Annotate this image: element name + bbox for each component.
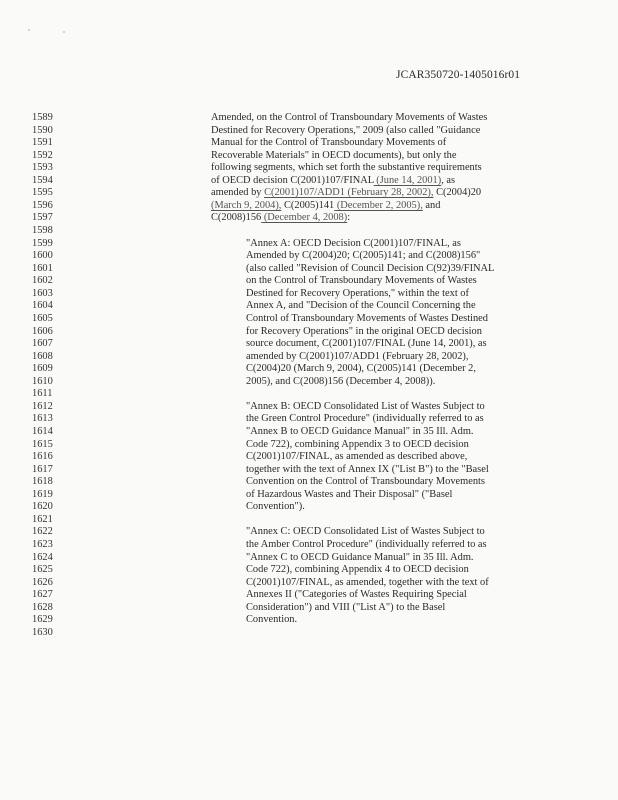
text-line bbox=[211, 212, 350, 224]
line-number: 1605 bbox=[32, 312, 53, 324]
text-segment: "Annex B: OECD Consolidated List of Wastes Subject to bbox=[246, 400, 485, 412]
line-number: 1619 bbox=[32, 488, 53, 500]
text-line bbox=[246, 614, 297, 626]
text-line bbox=[246, 501, 305, 513]
line-number: 1611 bbox=[32, 388, 53, 400]
text-line bbox=[246, 275, 477, 287]
line-number: 1608 bbox=[32, 350, 53, 362]
line-number: 1625 bbox=[32, 564, 53, 576]
line-number: 1604 bbox=[32, 300, 53, 312]
text-segment: following segments, which set forth the substantive requirements bbox=[211, 162, 482, 174]
line-number: 1614 bbox=[32, 426, 53, 437]
text-segment: "Annex B to OECD Guidance Manual" in 35 Ill. Adm. bbox=[246, 426, 474, 437]
line-number: 1624 bbox=[32, 551, 53, 563]
text-segment: for Recovery Operations" in the original OECD decision bbox=[246, 325, 482, 337]
text-segment: Recoverable Materials" in OECD documents), but only the bbox=[211, 149, 457, 161]
text-segment: (also called "Revision of Council Decision C(92)39/FINAL bbox=[246, 262, 495, 274]
text-segment: the Green Control Procedure" (individually referred to as bbox=[246, 413, 484, 425]
text-segment: , as bbox=[441, 174, 456, 186]
text-line bbox=[211, 200, 440, 212]
line-number: 1623 bbox=[32, 539, 53, 551]
text-segment: source document, C(2001)107/FINAL (June 14, 2001), as bbox=[246, 338, 487, 350]
text-segment: Amended by C(2004)20; C(2005)141; and C(2008)156" bbox=[246, 250, 481, 262]
text-line bbox=[246, 363, 476, 375]
line-number: 1626 bbox=[32, 576, 53, 588]
line-number: 1607 bbox=[32, 338, 53, 350]
text-segment: C(2001)107/FINAL, as amended, together with the text of bbox=[246, 576, 489, 588]
line-number: 1594 bbox=[32, 174, 53, 186]
text-segment: of OECD decision C(2001)107/FINAL bbox=[211, 174, 374, 186]
line-number: 1616 bbox=[32, 451, 53, 463]
text-line bbox=[246, 238, 461, 250]
text-line bbox=[246, 539, 487, 551]
text-segment: Code 722), combining Appendix 4 to OECD decision bbox=[246, 564, 469, 576]
text-segment: Convention"). bbox=[246, 501, 305, 513]
text-line bbox=[246, 300, 476, 312]
line-number: 1630 bbox=[32, 626, 53, 638]
text-line bbox=[246, 338, 487, 350]
text-segment: of Hazardous Wastes and Their Disposal" ("Basel bbox=[246, 488, 453, 500]
line-number: 1610 bbox=[32, 375, 53, 387]
text-line bbox=[246, 526, 485, 538]
scan-speck bbox=[63, 31, 65, 33]
text-line bbox=[246, 250, 480, 262]
text-segment: together with the text of Annex IX ("List B") to the "Basel bbox=[246, 463, 489, 475]
line-number: 1595 bbox=[32, 187, 53, 199]
line-number: 1617 bbox=[32, 463, 53, 475]
text-segment: 2005), and C(2008)156 (December 4, 2008)). bbox=[246, 375, 436, 387]
text-segment: "Annex A: OECD Decision C(2001)107/FINAL, as bbox=[246, 237, 461, 249]
line-number: 1592 bbox=[32, 149, 53, 161]
text-line bbox=[246, 552, 474, 564]
text-line bbox=[246, 564, 469, 576]
text-segment: C(2004)20 (March 9, 2004), C(2005)141 (December 2, bbox=[246, 363, 476, 375]
text-segment: Consideration") and VIII ("List A") to the Basel bbox=[246, 601, 446, 613]
line-number: 1593 bbox=[32, 162, 53, 174]
line-number: 1601 bbox=[32, 262, 53, 274]
text-segment: Code 722), combining Appendix 3 to OECD decision bbox=[246, 438, 469, 450]
line-number: 1621 bbox=[32, 513, 53, 525]
text-segment: Convention on the Control of Transboundary Movements bbox=[246, 476, 485, 488]
text-segment: Annex A, and "Decision of the Council Concerning the bbox=[246, 300, 476, 312]
line-number: 1613 bbox=[32, 413, 53, 425]
text-line bbox=[246, 376, 435, 388]
text-segment: Control of Transboundary Movements of Wastes Destined bbox=[246, 312, 488, 324]
text-segment: amended by bbox=[211, 187, 265, 199]
line-number: 1591 bbox=[32, 137, 53, 149]
text-line bbox=[211, 150, 456, 162]
underlined-citation: (March 9, 2004), bbox=[211, 199, 282, 211]
line-number: 1629 bbox=[32, 614, 53, 626]
underlined-citation: C(2001)107/ADD1 (February 28, 2002), bbox=[264, 187, 434, 199]
line-number: 1612 bbox=[32, 400, 53, 412]
text-segment: Destined for Recovery Operations," within the text of bbox=[246, 287, 469, 299]
text-line bbox=[211, 162, 482, 174]
text-segment: Manual for the Control of Transboundary Movements of bbox=[211, 137, 447, 149]
text-line bbox=[211, 175, 455, 187]
line-number: 1628 bbox=[32, 601, 53, 613]
text-line bbox=[246, 288, 469, 300]
underlined-citation: (June 14, 2001) bbox=[373, 174, 442, 186]
text-segment: "Annex C: OECD Consolidated List of Wastes Subject to bbox=[246, 526, 485, 538]
line-number: 1600 bbox=[32, 250, 53, 262]
text-line bbox=[246, 489, 452, 501]
text-line bbox=[211, 137, 446, 149]
text-segment: C(2008)156 bbox=[211, 212, 262, 224]
line-number: 1602 bbox=[32, 275, 53, 287]
line-number: 1609 bbox=[32, 363, 53, 375]
text-line bbox=[246, 577, 489, 589]
text-line bbox=[246, 589, 467, 601]
line-number: 1618 bbox=[32, 476, 53, 488]
text-segment: and bbox=[422, 199, 441, 211]
scan-speck bbox=[28, 29, 30, 31]
text-line bbox=[246, 426, 474, 438]
text-line bbox=[246, 439, 469, 451]
text-line bbox=[246, 451, 467, 463]
text-line bbox=[246, 313, 488, 325]
text-segment: : bbox=[347, 212, 351, 224]
text-segment: Amended, on the Control of Transboundary Movements of Wastes bbox=[211, 112, 488, 123]
line-number: 1603 bbox=[32, 287, 53, 299]
line-number: 1589 bbox=[32, 112, 53, 123]
text-line bbox=[246, 263, 494, 275]
text-segment: C(2001)107/FINAL, as amended as described above, bbox=[246, 451, 468, 463]
line-number: 1622 bbox=[32, 526, 53, 538]
line-number: 1596 bbox=[32, 199, 53, 211]
text-segment: C(2004)20 bbox=[433, 187, 482, 199]
line-number: 1599 bbox=[32, 237, 53, 249]
line-number: 1597 bbox=[32, 212, 53, 224]
text-segment: "Annex C to OECD Guidance Manual" in 35 Ill. Adm. bbox=[246, 551, 474, 563]
text-segment: Annexes II ("Categories of Wastes Requiring Special bbox=[246, 589, 467, 601]
underlined-citation: (December 4, 2008) bbox=[261, 212, 348, 224]
text-line bbox=[211, 125, 480, 137]
line-number: 1620 bbox=[32, 501, 53, 513]
text-segment: Convention. bbox=[246, 614, 298, 626]
text-line bbox=[246, 464, 489, 476]
text-line bbox=[246, 602, 445, 614]
document-id-header: JCAR350720-1405016r01 bbox=[396, 69, 521, 81]
line-number: 1606 bbox=[32, 325, 53, 337]
text-line bbox=[246, 476, 485, 488]
text-segment: amended by C(2001)107/ADD1 (February 28, 2002), bbox=[246, 350, 469, 362]
line-number: 1590 bbox=[32, 124, 53, 136]
text-line bbox=[211, 112, 487, 124]
text-line bbox=[246, 351, 469, 363]
line-number: 1615 bbox=[32, 438, 53, 450]
text-segment: on the Control of Transboundary Movements of Wastes bbox=[246, 275, 477, 287]
text-segment: C(2005)141 bbox=[281, 199, 335, 211]
underlined-citation: (December 2, 2005), bbox=[334, 199, 423, 211]
text-segment: the Amber Control Procedure" (individually referred to as bbox=[246, 539, 487, 551]
text-line bbox=[246, 413, 484, 425]
line-number: 1627 bbox=[32, 589, 53, 601]
text-line bbox=[211, 187, 481, 199]
line-number: 1598 bbox=[32, 225, 53, 237]
text-line bbox=[246, 401, 485, 413]
text-line bbox=[246, 326, 482, 338]
text-segment: Destined for Recovery Operations," 2009 (also called "Guidance bbox=[211, 124, 481, 136]
